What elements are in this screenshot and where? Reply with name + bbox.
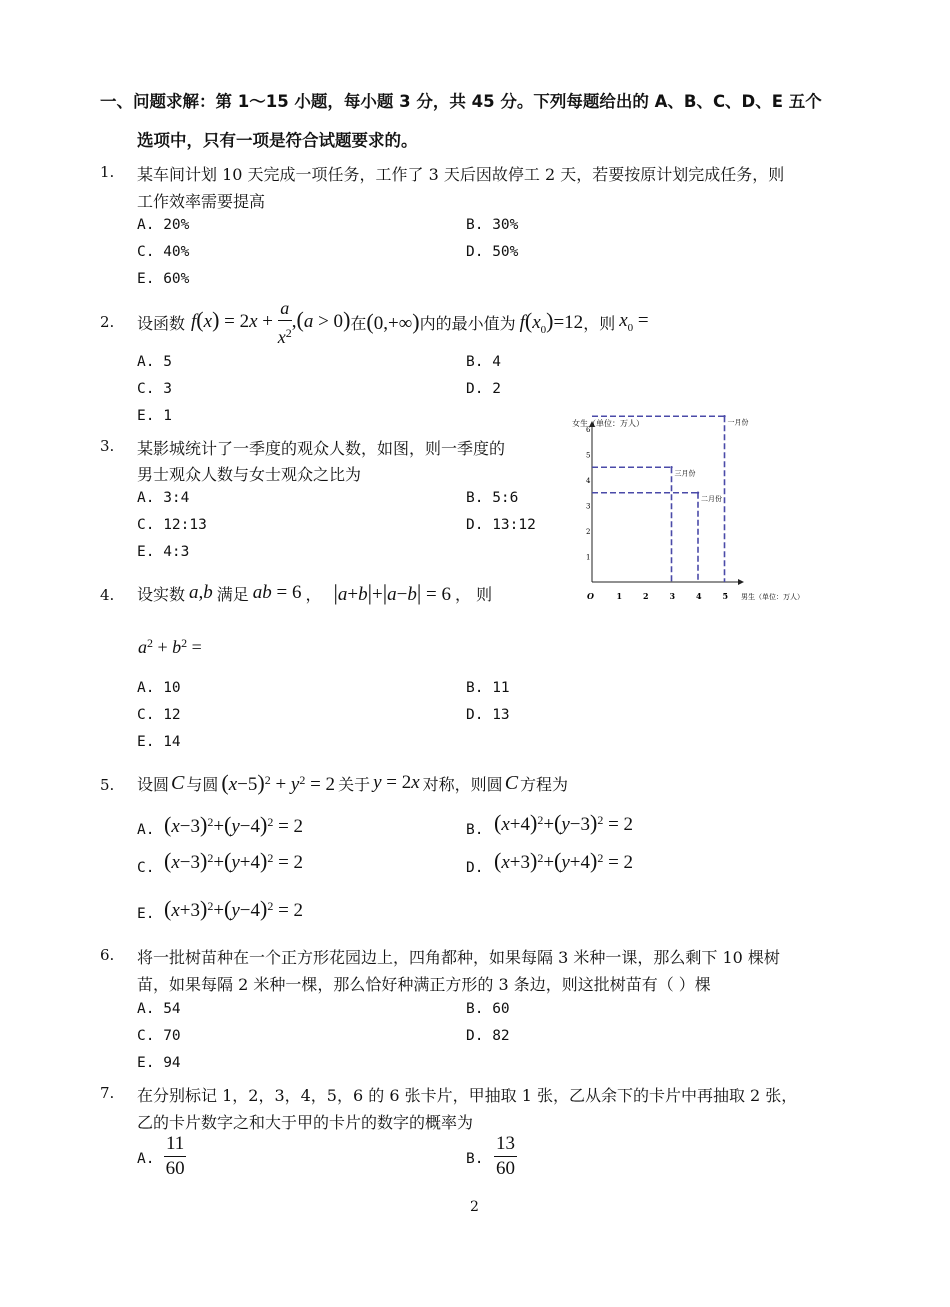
q5-mid: 与圆 <box>186 774 219 794</box>
option-d-label: D. <box>466 860 484 876</box>
y-tick-label: 1 <box>586 553 591 562</box>
question-number: 7. <box>100 1084 115 1102</box>
option-b-formula: $(x+4)^2+(y-3)^2 = 2$ <box>494 810 634 835</box>
option-d: D. 82 <box>466 1028 510 1044</box>
q4-mid: 满足 <box>216 584 249 604</box>
q5-circle-c: C <box>171 771 185 794</box>
option-e-label: E. <box>137 906 155 922</box>
q2-min-formula: $f(x_0)=12$ <box>519 308 584 336</box>
q4-sum-squares-formula: $a^2 + b^2$ = <box>138 636 202 657</box>
question-1-text-line2: 工作效率需要提高 <box>137 192 266 211</box>
fraction-numerator: 13 <box>494 1132 517 1157</box>
option-c-formula: $(x-3)^2+(y+4)^2 = 2$ <box>164 848 304 873</box>
option-d: D. 2 <box>466 381 501 397</box>
question-6-text-line1: 将一批树苗种在一个正方形花园边上，四角都种，如果每隔 3 米种一课，那么剩下 10 棵树 <box>137 948 780 967</box>
x-tick-label: 4 <box>696 591 702 601</box>
q4-tail: ， 则 <box>455 584 493 604</box>
option-e: E. 60% <box>137 271 190 287</box>
question-6-text-line2: 苗，如果每隔 2 米种一棵，那么恰好种满正方形的 3 条边，则这批树苗有（ ）棵 <box>137 975 711 994</box>
option-d-formula: $(x+3)^2+(y+4)^2 = 2$ <box>494 848 634 873</box>
q4-prefix: 设实数 <box>137 584 186 604</box>
data-point <box>697 492 699 494</box>
option-b: B. 60 <box>466 1001 510 1017</box>
q5-prefix: 设圆 <box>137 774 170 794</box>
page-number: 2 <box>470 1199 479 1215</box>
q2-prefix: 设函数 <box>137 313 186 333</box>
option-e: E. 1 <box>137 408 172 424</box>
audience-chart <box>560 410 850 610</box>
q5-line-formula: y = 2x <box>373 772 420 793</box>
question-5-text <box>137 766 568 800</box>
question-3-text-line1: 某影城统计了一季度的观众人数，如图，则一季度的 <box>137 439 506 458</box>
option-e: E. 14 <box>137 734 181 750</box>
q4-sep: ， <box>305 584 322 604</box>
option-d: D. 50% <box>466 244 519 260</box>
question-3-text-line2: 男士观众人数与女士观众之比为 <box>137 465 362 484</box>
option-c: C. 12:13 <box>137 517 207 533</box>
data-point-label: 二月份 <box>701 494 722 503</box>
section-header-line1: 一、问题求解：第 1～15 小题，每小题 3 分，共 45 分。下列每题给出的 A、B、C、D、E 五个 <box>100 92 822 111</box>
q4-abs-formula: |a+b|+|a−b| = 6 <box>333 580 452 605</box>
q2-tail: ，则 <box>583 313 616 333</box>
data-point <box>723 415 725 417</box>
question-2-text <box>137 299 649 345</box>
option-b: B. 4 <box>466 354 501 370</box>
option-a: A. 10 <box>137 680 181 696</box>
data-point <box>670 466 672 468</box>
fraction-denominator: 60 <box>496 1158 515 1179</box>
x-tick-label: 2 <box>643 591 649 601</box>
y-tick-label: 3 <box>586 502 591 511</box>
q4-vars-formula: a,b <box>189 582 213 603</box>
option-b: B. 5:6 <box>466 490 519 506</box>
data-point-label: 一月份 <box>727 418 749 427</box>
origin-label: O <box>587 591 594 601</box>
option-a: A. 3:4 <box>137 490 190 506</box>
option-d: D. 13 <box>466 707 510 723</box>
option-a-fraction <box>164 1132 186 1181</box>
option-b-label: B. <box>466 822 484 838</box>
fraction-numerator: 11 <box>164 1132 186 1157</box>
option-c-label: C. <box>137 860 155 876</box>
question-number: 4. <box>100 586 115 604</box>
option-c: C. 3 <box>137 381 172 397</box>
q4-product-formula: ab = 6 <box>252 582 302 603</box>
q5-circle-formula: $(x-5)^2 + y^2 = 2$ <box>221 770 336 795</box>
fraction-denominator: 60 <box>165 1158 185 1179</box>
option-e-formula: $(x+3)^2+(y-4)^2 = 2$ <box>164 896 304 921</box>
q2-mid2: 内的最小值为 <box>419 313 516 333</box>
question-number: 2. <box>100 313 115 331</box>
question-number: 6. <box>100 946 115 964</box>
option-c: C. 40% <box>137 244 190 260</box>
question-number: 3. <box>100 437 115 455</box>
y-tick-label: 4 <box>586 477 591 485</box>
option-b-fraction <box>494 1132 517 1181</box>
q5-tail: 方程为 <box>520 774 569 794</box>
x-tick-label: 5 <box>722 591 729 601</box>
option-d: D. 13:12 <box>466 517 536 533</box>
option-a-label: A. <box>137 1151 155 1167</box>
option-a: A. 54 <box>137 1001 181 1017</box>
question-1-text-line1: 某车间计划 10 天完成一项任务，工作了 3 天后因故停工 2 天，若要按原计划完成任务，则 <box>137 165 785 184</box>
q5-mid2: 关于 <box>338 774 371 794</box>
option-c: C. 12 <box>137 707 181 723</box>
q2-interval-formula: (0,+∞) <box>366 309 420 334</box>
question-number: 5. <box>100 776 115 794</box>
q5-mid3: 对称，则圆 <box>422 774 503 794</box>
y-axis-label: 女生（单位：万人） <box>572 419 644 428</box>
option-a-label: A. <box>137 822 155 838</box>
option-e: E. 4:3 <box>137 544 190 560</box>
question-7-text-line2: 乙的卡片数字之和大于甲的卡片的数字的概率为 <box>137 1113 474 1132</box>
data-point-label: 三月份 <box>674 469 696 478</box>
x-tick-label: 1 <box>616 591 623 601</box>
q5-circle-c: C <box>504 771 519 794</box>
x-tick-label: 3 <box>669 591 676 601</box>
option-a: A. 5 <box>137 354 172 370</box>
q2-function-formula: f(x) = 2x + $\frac{a}{x^2}$ ,(a > 0) <box>191 297 351 347</box>
y-tick-label: 6 <box>586 426 591 434</box>
option-c: C. 70 <box>137 1028 181 1044</box>
option-e: E. 94 <box>137 1055 181 1071</box>
y-tick-label: 2 <box>586 528 591 536</box>
question-number: 1. <box>100 163 115 181</box>
option-b: B. 30% <box>466 217 519 233</box>
option-b-label: B. <box>466 1151 484 1167</box>
x-axis-label: 男生（单位：万人） <box>741 593 804 601</box>
section-header-line2: 选项中，只有一项是符合试题要求的。 <box>137 131 418 150</box>
question-4-text <box>137 575 492 611</box>
q2-x0-formula: $x_0$ = <box>619 310 649 334</box>
option-a: A. 20% <box>137 217 190 233</box>
q2-mid: 在 <box>350 313 367 333</box>
y-tick-label: 5 <box>586 451 591 460</box>
question-7-text-line1: 在分别标记 1，2，3，4，5，6 的 6 张卡片，甲抽取 1 张，乙从余下的卡片中再抽取 2 张， <box>137 1086 798 1105</box>
option-b: B. 11 <box>466 680 510 696</box>
option-a-formula: $(x-3)^2+(y-4)^2 = 2$ <box>164 812 304 837</box>
